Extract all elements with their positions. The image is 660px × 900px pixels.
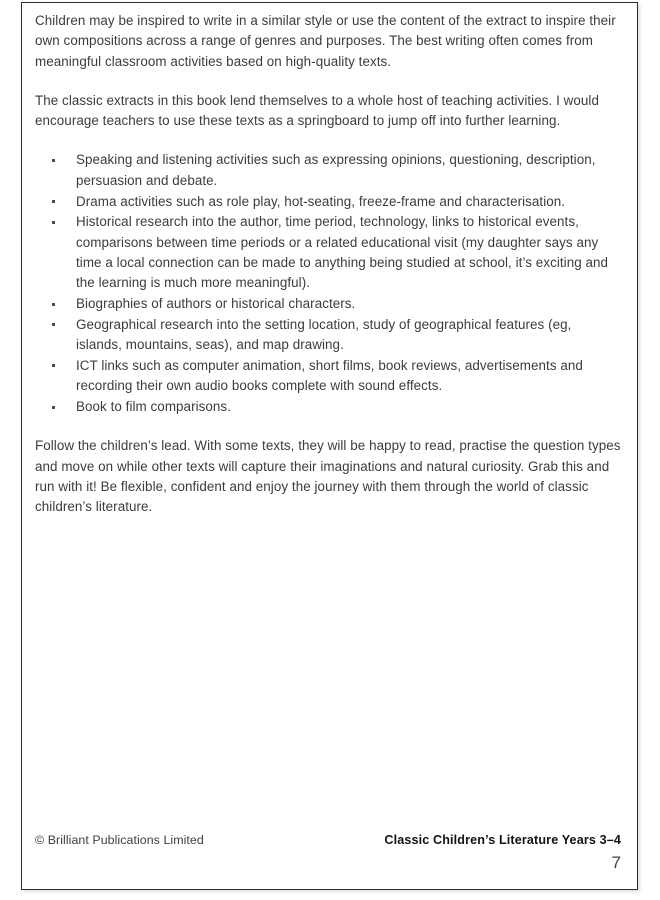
- list-item: [35, 315, 621, 356]
- bullet-icon: [52, 323, 55, 326]
- list-item: [35, 212, 621, 293]
- list-item-label: Historical research into the author, time period, technology, links to historical events, comparisons between time periods or a related educational visit (my daughter says any time a local connection can be made to anything being studied at school, it’s exciting and the learning is much more meaningful).: [76, 214, 609, 291]
- bullet-icon: [52, 159, 55, 162]
- intro-paragraph-2: The classic extracts in this book lend themselves to a whole host of teaching activities. I would encourage teachers to use these texts as a springboard to jump off into further learning.: [35, 92, 599, 129]
- footer-row: [35, 832, 621, 848]
- book-title: Classic Children’s Literature Years 3–4: [384, 833, 621, 847]
- list-item-label: Biographies of authors or historical characters.: [76, 296, 356, 312]
- list-item: [35, 150, 621, 191]
- list-item-label: Speaking and listening activities such as expressing opinions, questioning, description, persuasion and debate.: [76, 152, 596, 188]
- list-item-label: ICT links such as computer animation, short films, book reviews, advertisements and recording their own audio books complete with sound effects.: [76, 357, 583, 394]
- closing-paragraph: Follow the children’s lead. With some texts, they will be happy to read, practise the question types and move on while other texts will capture their imaginations and natural curiosity. Grab this and run with it! Be flexible, confident and enjoy the journey with them through the world of classic children’s literature.: [35, 438, 621, 515]
- copyright-notice: © Brilliant Publications Limited: [35, 833, 204, 847]
- bullet-icon: [52, 221, 55, 224]
- page-number: 7: [611, 853, 621, 872]
- bullet-icon: [52, 406, 55, 409]
- list-item-label: Book to film comparisons.: [76, 399, 231, 415]
- intro-paragraph-1: Children may be inspired to write in a similar style or use the content of the extract to inspire their own compositions across a range of genres and purposes. The best writing often comes from meaningful classroom activities based on high-quality texts.: [35, 13, 616, 69]
- list-item-label: Geographical research into the setting location, study of geographical features (eg, islands, mountains, seas), and map drawing.: [76, 316, 572, 353]
- bullet-icon: [52, 200, 55, 203]
- page-content: [35, 11, 621, 518]
- bullet-icon: [52, 364, 55, 367]
- list-item: [35, 397, 621, 417]
- list-item: [35, 294, 621, 314]
- list-item: [35, 356, 621, 397]
- teaching-activities-list: [35, 150, 621, 417]
- list-item-label: Drama activities such as role play, hot-seating, freeze-frame and characterisation.: [76, 193, 566, 209]
- bullet-icon: [52, 303, 55, 306]
- page-footer: [35, 832, 621, 873]
- document-page: [21, 2, 638, 890]
- list-item: [35, 192, 621, 212]
